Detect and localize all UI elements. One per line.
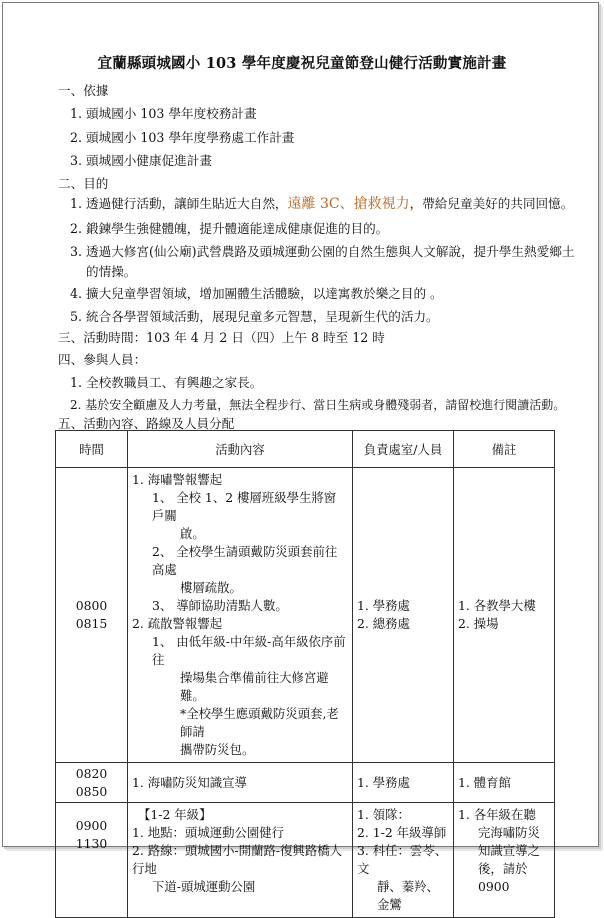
purpose-item-1-pre: 1. 透過健行活動，讓師生貼近大自然， <box>70 196 288 211</box>
activity-table <box>55 430 555 918</box>
row2-content-text: 1. 海嘯防災知識宣導 <box>132 774 247 790</box>
row3-content-line: 2. 路線：頭城國小-開蘭路-復興路橋人行地 <box>132 843 342 876</box>
row1-content-line: 2. 疏散警報響起 <box>132 616 223 631</box>
row1-time-end: 0815 <box>75 616 108 631</box>
row2-time-end: 0850 <box>75 783 108 799</box>
table-header-row <box>56 431 555 468</box>
purpose-item-4: 4. 擴大兒童學習領域，增加團體生活體驗，以達寓教於樂之目的 。 <box>70 286 443 301</box>
purpose-item-3a: 3. 透過大修宮(仙公廟)武營農路及頭城運動公園的自然生態與人文解說，提升學生熱愛鄉土 <box>70 244 575 259</box>
participants-item-1: 1. 全校教職員工、有興趣之家長。 <box>70 375 263 390</box>
document-title: 宜蘭縣頭城國小 103 學年度慶祝兒童節登山健行活動實施計畫 <box>97 55 507 72</box>
purpose-item-3b: 的情操。 <box>86 264 137 279</box>
row3-note-line: 後，請於 0900 <box>478 861 528 894</box>
basis-item-1: 1. 頭城國小 103 學年度校務計畫 <box>70 106 257 121</box>
purpose-item-1-accent: 遠離 3C、搶救視力 <box>287 196 410 212</box>
section-purpose-heading: 二、目的 <box>58 176 109 191</box>
row1-content-line: *全校學生應頭戴防災頭套,老師請 <box>180 706 339 739</box>
row2-time <box>56 763 128 803</box>
row2-note-text: 1. 體育館 <box>458 774 511 790</box>
row1-content-line: 3、 導師協助清點人數。 <box>152 598 288 613</box>
row3-content <box>128 803 353 918</box>
header-note: 備註 <box>454 431 555 468</box>
row3-dept-line: 2. 1-2 年級導師 <box>357 825 447 840</box>
row3-dept-line: 3. 科任：雲苓、文 <box>357 843 448 876</box>
row3-time <box>56 803 128 918</box>
row3-dept <box>353 803 454 918</box>
header-time: 時間 <box>56 431 128 468</box>
row1-time <box>56 468 128 763</box>
section-time: 三、活動時間：103 年 4 月 2 日（四）上午 8 時至 12 時 <box>58 330 385 345</box>
header-content: 活動內容 <box>128 431 353 468</box>
row1-content-line: 1、 由低年級-中年級-高年級依序前往 <box>152 634 346 667</box>
row1-dept-line: 2. 總務處 <box>357 616 410 631</box>
row1-content-line: 操場集合準備前往大修宮避難。 <box>180 670 329 703</box>
row3-time-end: 1130 <box>75 836 108 851</box>
row1-content-line: 攜帶防災包。 <box>180 742 255 757</box>
row1-content-line: 1. 海嘯警報響起 <box>132 472 223 487</box>
purpose-item-1 <box>70 196 573 212</box>
row3-note-line: 知識宣導之 <box>478 843 540 858</box>
row1-content-line: 啟。 <box>180 526 205 541</box>
row3-note-line: 1. 各年級在聽 <box>458 807 536 822</box>
basis-item-3: 3. 頭城國小健康促進計畫 <box>70 153 212 168</box>
section-participants-heading: 四、參與人員： <box>58 352 147 367</box>
participants-item-2: 2. 基於安全顧慮及人力考量，無法全程步行、當日生病或身體殘弱者，請留校進行閱讀活動。 <box>70 398 566 412</box>
table-row <box>56 763 555 803</box>
row1-dept <box>353 468 454 763</box>
row2-note <box>454 763 555 803</box>
row3-dept-line: 1. 領隊： <box>357 807 410 822</box>
table-row <box>56 803 555 918</box>
purpose-item-5: 5. 統合各學習領域活動，展現兒童多元智慧，呈現新生代的活力。 <box>70 309 439 324</box>
row3-note-line: 完海嘯防災 <box>478 825 540 840</box>
row3-content-line: 【1-2 年級】 <box>138 807 212 822</box>
row2-time-start: 0820 <box>75 765 108 781</box>
section-content-heading: 五、活動內容、路線及人員分配 <box>58 416 235 431</box>
row2-content <box>128 763 353 803</box>
row1-content <box>128 468 353 763</box>
purpose-item-2: 2. 鍛鍊學生強健體魄，提升體適能達成健康促進的目的。 <box>70 221 389 236</box>
row3-time-start: 0900 <box>75 818 108 833</box>
section-basis-heading: 一、依據 <box>58 83 109 98</box>
row3-content-line: 下道-頭城運動公園 <box>152 879 256 894</box>
row3-dept-line: 靜、蓁羚、金鸞 <box>377 879 439 912</box>
row2-dept-text: 1. 學務處 <box>357 774 410 790</box>
row1-note <box>454 468 555 763</box>
table-row <box>56 468 555 763</box>
row1-content-line: 樓層疏散。 <box>180 580 242 595</box>
row3-content-line: 1. 地點：頭城運動公園健行 <box>132 825 285 840</box>
row1-time-start: 0800 <box>75 598 108 613</box>
basis-item-2: 2. 頭城國小 103 學年度學務處工作計畫 <box>70 130 295 145</box>
header-dept: 負責處室/人員 <box>353 431 454 468</box>
row1-content-line: 2、 全校學生請頭戴防災頭套前往高處 <box>152 544 338 577</box>
row3-note <box>454 803 555 918</box>
row1-content-line: 1、 全校 1、2 樓層班級學生將窗戶關 <box>152 490 337 523</box>
row1-note-line: 1. 各教學大樓 <box>458 598 536 613</box>
purpose-item-1-post: ，帶給兒童美好的共同回憶。 <box>409 196 574 211</box>
row1-note-line: 2. 操場 <box>458 616 499 631</box>
row1-dept-line: 1. 學務處 <box>357 598 410 613</box>
row2-dept <box>353 763 454 803</box>
